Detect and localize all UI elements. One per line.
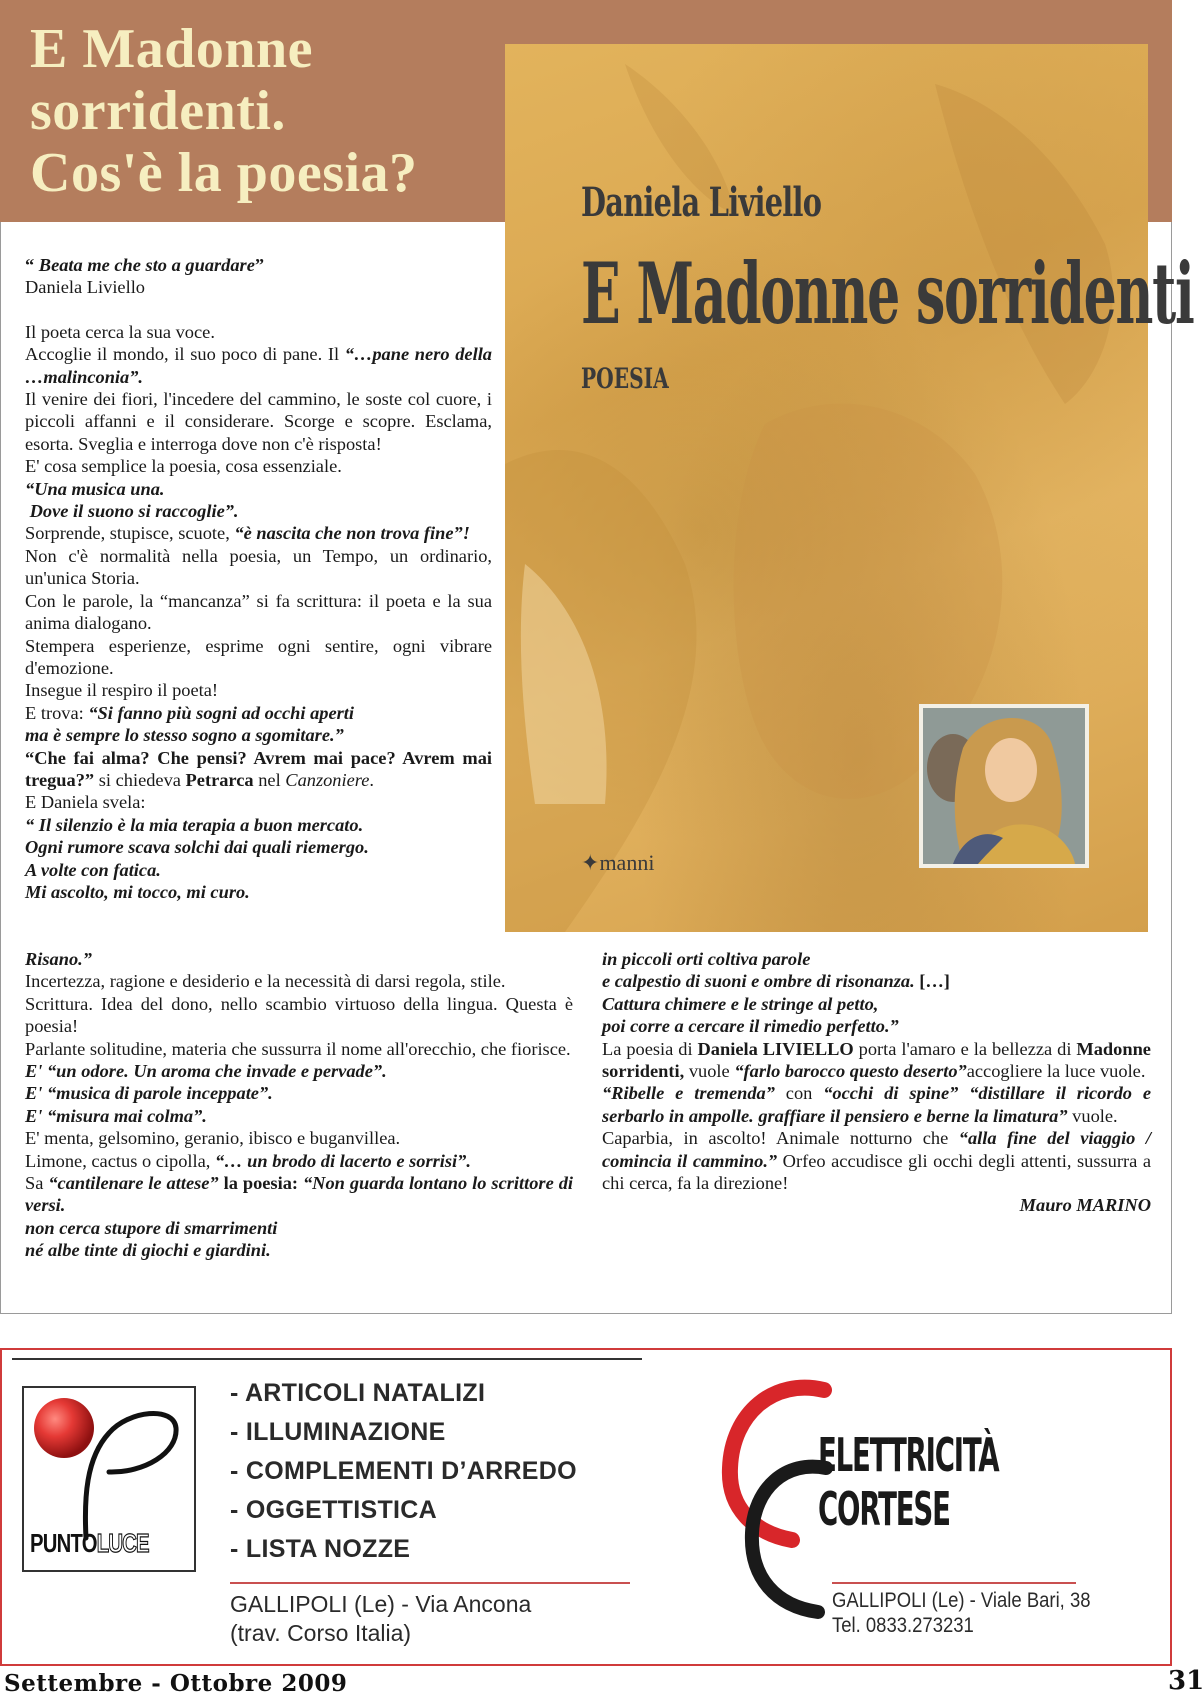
paragraph	[25, 1150, 573, 1172]
company-address: GALLIPOLI (Le) - Viale Bari, 38	[832, 1589, 1091, 1612]
quote-line	[25, 500, 492, 522]
company-contact	[832, 1588, 1091, 1638]
text-span: E trova:	[25, 702, 89, 723]
ad-list-item: - OGGETTISTICA	[230, 1496, 437, 1524]
paragraph: E' menta, gelsomino, geranio, ibisco e buganvillea.	[25, 1128, 401, 1149]
author-name: Daniela LIVIELLO	[697, 1038, 854, 1059]
madonna-painting-icon	[923, 708, 1085, 864]
article-title	[30, 18, 418, 204]
quote-line	[602, 970, 1151, 992]
ad-list-item: - COMPLEMENTI D’ARREDO	[230, 1457, 577, 1485]
paragraph	[602, 1038, 1151, 1083]
text-span: si chiedeva	[94, 769, 186, 790]
text-span: con	[774, 1083, 824, 1104]
ad-address-line-1: GALLIPOLI (Le) - Via Ancona	[230, 1591, 532, 1617]
paragraph	[602, 1127, 1151, 1194]
paragraph	[25, 522, 492, 544]
quote-span: “… un brodo di lacerto e sorrisi”.	[214, 1150, 471, 1171]
quote-span: né albe tinte di giochi e giardini.	[25, 1240, 271, 1261]
paragraph	[25, 1172, 573, 1217]
ad-address-line-2: (trav. Corso Italia)	[230, 1620, 412, 1646]
cover-madonna-thumbnail	[919, 704, 1089, 868]
advertisement-banner[interactable]	[0, 1348, 1172, 1666]
book-title-mention: Madonne sorridenti,	[602, 1038, 1151, 1082]
ellipsis-mark: […]	[914, 971, 950, 992]
quote-span: E' “un odore. Un aroma che invade e pervade”.	[25, 1061, 387, 1082]
quote-line	[25, 814, 492, 836]
paragraph: Parlante solitudine, materia che sussurra il nome all'orecchio, che fiorisce.	[25, 1038, 571, 1059]
quote-span: “…pane nero della …malinconia”.	[25, 344, 493, 387]
quote-span: “farlo barocco questo deserto”	[734, 1061, 967, 1082]
quote-line	[25, 1217, 573, 1239]
cover-publisher	[581, 850, 654, 876]
quote-span: e calpestio di suoni e ombre di risonanza.	[602, 971, 915, 992]
quote-span: poi corre a cercare il rimedio perfetto.”	[602, 1016, 899, 1037]
paragraph	[25, 343, 492, 388]
ad-divider	[230, 1582, 630, 1584]
petrarca-quote: “Che fai alma? Che pensi? Avrem mai pace? Avrem mai tregua?”	[25, 747, 492, 790]
quote-span: Mi ascolto, mi tocco, mi curo.	[25, 881, 250, 902]
company-phone: Tel. 0833.273231	[832, 1614, 974, 1637]
quote-span: “Una musica una.	[25, 478, 165, 499]
company-line-2: CORTESE	[818, 1482, 950, 1536]
quote-line	[25, 881, 492, 903]
text-span: Orfeo accudisce gli occhi degli attenti, sussurra a chi cerca, fa la direzione!	[602, 1150, 1151, 1194]
puntoluce-wordmark	[30, 1528, 155, 1559]
text-span: Sa	[25, 1173, 49, 1194]
text-span: .	[369, 769, 375, 790]
publisher-star-icon: ✦	[581, 850, 600, 875]
paragraph: E Daniela svela:	[25, 792, 146, 813]
quote-line	[602, 993, 1151, 1015]
quote-span: non cerca stupore di smarrimenti	[25, 1217, 278, 1238]
text-span: porta l'amaro e la bellezza di	[853, 1038, 1077, 1059]
book-cover-image	[505, 44, 1194, 932]
ad-list-item: - ILLUMINAZIONE	[230, 1418, 446, 1446]
quote-line	[25, 836, 492, 858]
epigraph-author: Daniela Liviello	[25, 277, 146, 298]
quote-span: Dove il suono si raccoglie”.	[25, 501, 239, 522]
article-right-column	[602, 948, 1151, 1217]
ad-product-list	[230, 1374, 577, 1569]
publisher-name: manni	[599, 850, 655, 875]
article-left-column-lower	[25, 948, 573, 1262]
brand-part-1: PUNTO	[30, 1528, 97, 1558]
ad-list-item: - ARTICOLI NATALIZI	[230, 1379, 486, 1407]
paragraph	[25, 1082, 573, 1104]
quote-span: “occhi di spine” “distillare il ricordo e serbarlo in ampolle. graffiare il pensiero e berne la limatura”	[602, 1083, 1151, 1126]
quote-span: E' “musica di parole inceppate”.	[25, 1083, 273, 1104]
elettricita-cortese-name	[818, 1428, 998, 1536]
ad-top-line	[12, 1358, 642, 1360]
text-span: vuole	[684, 1061, 735, 1082]
quote-span: “Si fanno più sogni ad occhi aperti	[88, 702, 355, 723]
footer-page-number: 31	[1168, 1666, 1204, 1696]
text-span: Sorprende, stupisce, scuote,	[25, 523, 235, 544]
quote-span: A volte con fatica.	[25, 859, 161, 880]
company-divider	[832, 1582, 1076, 1584]
paragraph: Il venire dei fiori, l'incedere del cammino, le soste col cuore, i piccoli affanni e il considerare. Scorge e scopre. Esclama, esorta. Sveglia e interroga dove non c'è risposta!	[25, 389, 492, 454]
quote-line	[25, 859, 492, 881]
quote-span: “cantilenare le attese”	[48, 1173, 219, 1194]
cover-title: E Madonne sorridenti	[581, 244, 1194, 343]
paragraph: E' cosa semplice la poesia, cosa essenziale.	[25, 456, 342, 477]
text-span: accogliere la luce vuole.	[966, 1061, 1146, 1082]
cover-author: Daniela Liviello	[581, 179, 822, 226]
quote-span: “è nascita che non trova fine”!	[234, 523, 470, 544]
quote-span: “alla fine del viaggio / comincia il cammino.”	[602, 1128, 1152, 1171]
footer-issue-date: Settembre - Ottobre 2009	[4, 1670, 348, 1697]
article-left-column	[25, 254, 492, 903]
text-span: Caparbia, in ascolto! Animale notturno che	[602, 1128, 959, 1149]
paragraph: Con le parole, la “mancanza” si fa scrittura: il poeta e la sua anima dialogano.	[25, 590, 492, 634]
paragraph: Non c'è normalità nella poesia, un Tempo, un ordinario, un'unica Storia.	[25, 545, 492, 589]
puntoluce-logo	[22, 1386, 196, 1572]
quote-span: Ogni rumore scava solchi dai quali riemergo.	[25, 837, 369, 858]
epigraph-quote: Beata me che sto a guardare	[38, 255, 255, 275]
author-name: Petrarca	[185, 769, 254, 790]
quote-span: ma è sempre lo stesso sogno a sgomitare.”	[25, 725, 344, 746]
paragraph: Il poeta cerca la sua voce.	[25, 321, 215, 342]
paragraph: Scrittura. Idea del dono, nello scambio virtuoso della lingua. Questa è poesia!	[25, 993, 573, 1037]
ad-address	[230, 1590, 531, 1648]
brand-part-2: LUCE	[96, 1528, 149, 1558]
quote-line	[25, 1239, 573, 1261]
paragraph	[25, 747, 492, 792]
text-span: la poesia:	[218, 1173, 303, 1194]
quote-line	[602, 1015, 1151, 1037]
work-title: Canzoniere	[285, 769, 370, 790]
quote-line	[25, 948, 573, 970]
quote-span: “Ribelle e tremenda”	[602, 1083, 775, 1104]
spacer	[25, 299, 492, 321]
paragraph	[25, 1060, 573, 1082]
text-span: Limone, cactus o cipolla,	[25, 1150, 215, 1171]
quote-span: “ Il silenzio è la mia terapia a buon mercato.	[25, 814, 364, 835]
quote-span: “Non guarda lontano lo scrittore di versi.	[25, 1173, 573, 1216]
paragraph: Stempera esperienze, esprime ogni sentire, ogni vibrare d'emozione.	[25, 635, 492, 678]
quote-span: Cattura chimere e le stringe al petto,	[602, 993, 879, 1014]
paragraph: Insegue il respiro il poeta!	[25, 680, 219, 701]
text-span: vuole.	[1067, 1105, 1118, 1126]
text-span: Accoglie il mondo, il suo poco di pane. Il	[25, 344, 345, 365]
ad-list-item: - LISTA NOZZE	[230, 1535, 411, 1563]
text-span: La poesia di	[602, 1038, 698, 1059]
epigraph: “ Beata me che sto a guardare”	[25, 255, 265, 275]
title-line-1: E Madonne	[30, 18, 313, 80]
quote-line	[602, 948, 1151, 970]
paragraph	[25, 1105, 573, 1127]
paragraph	[602, 1082, 1151, 1127]
paragraph	[25, 702, 492, 724]
elettricita-cortese-logo-icon	[714, 1368, 834, 1638]
company-line-1: ELETTRICITÀ	[818, 1428, 999, 1482]
paragraph: Incertezza, ragione e desiderio e la necessità di darsi regola, stile.	[25, 971, 506, 992]
quote-span: Risano.”	[25, 949, 92, 969]
title-line-3: Cos'è la poesia?	[30, 142, 418, 204]
text-span: nel	[253, 769, 286, 790]
quote-span: E' “misura mai colma”.	[25, 1105, 207, 1126]
quote-span: in piccoli orti coltiva parole	[602, 949, 811, 969]
quote-line	[25, 724, 492, 746]
article-signature: Mauro MARINO	[1019, 1195, 1151, 1216]
title-line-2: sorridenti.	[30, 80, 286, 142]
quote-line	[25, 478, 492, 500]
cover-genre: POESIA	[581, 362, 669, 395]
